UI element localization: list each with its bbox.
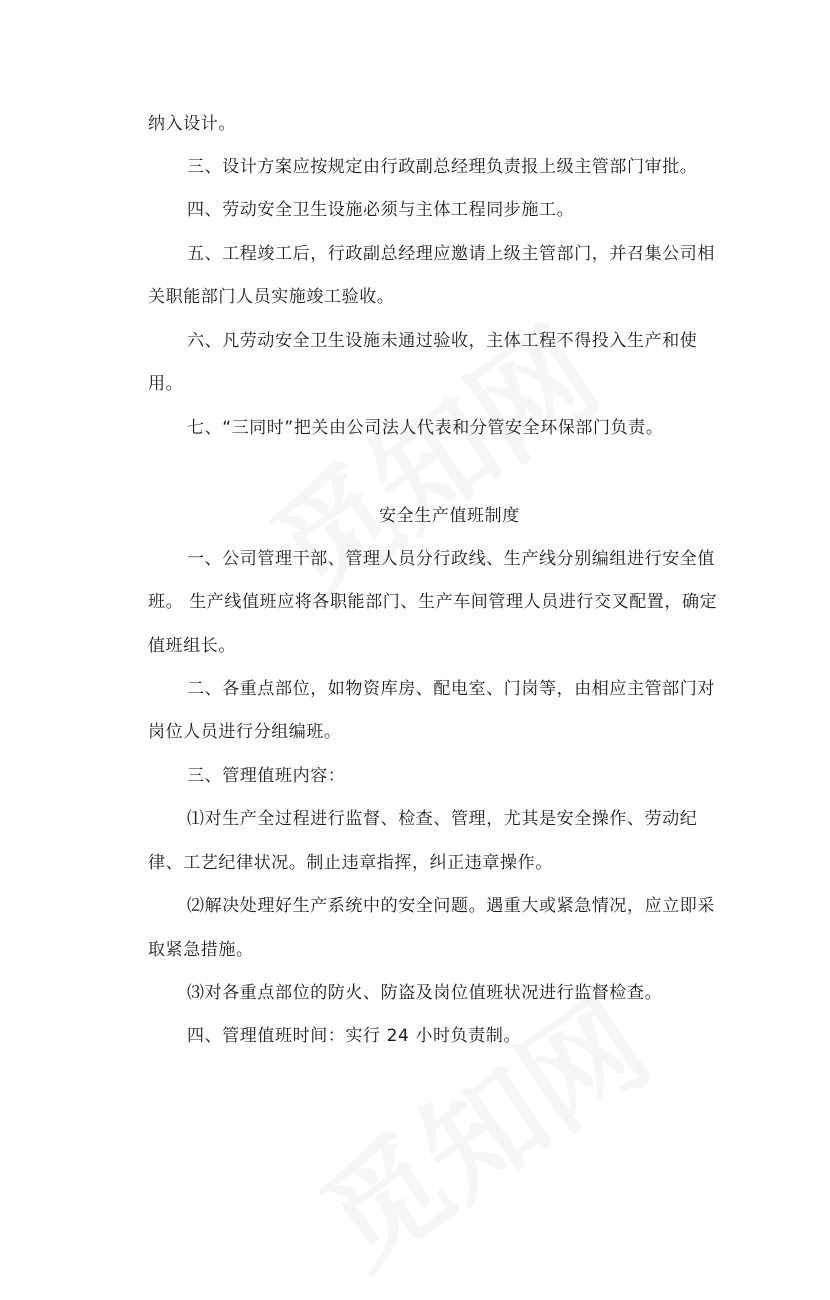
paragraph-line: 取紧急措施。 <box>148 940 254 960</box>
paragraph-line: ⑴对生产全过程进行监督、检查、管理，尤其是安全操作、劳动纪 <box>187 809 698 829</box>
paragraph-line: 值班组长。 <box>148 636 236 656</box>
paragraph-line: 六、凡劳动安全卫生设施未通过验收，主体工程不得投入生产和使 <box>187 331 698 351</box>
paragraph-line: 律、工艺纪律状况。制止违章指挥，纠正违章操作。 <box>148 853 553 873</box>
paragraph-line: 班。 生产线值班应将各职能部门、生产车间管理人员进行交叉配置，确定 <box>148 592 718 612</box>
paragraph-line: 四、管理值班时间：实行 24 小时负责制。 <box>187 1026 522 1046</box>
paragraph-line: 用。 <box>148 374 184 394</box>
section-title: 安全生产值班制度 <box>379 506 520 526</box>
paragraph-line: 二、各重点部位，如物资库房、配电室、门岗等，由相应主管部门对 <box>187 679 715 699</box>
paragraph-line: ⑶对各重点部位的防火、防盗及岗位值班状况进行监督检查。 <box>187 983 663 1003</box>
watermark-lower <box>283 952 677 1299</box>
paragraph-line: 三、管理值班内容： <box>187 766 346 786</box>
paragraph-line: 七、“三同时”把关由公司法人代表和分管安全环保部门负责。 <box>187 418 664 438</box>
paragraph-line: 一、公司管理干部、管理人员分行政线、生产线分别编组进行安全值 <box>187 549 715 569</box>
paragraph-line: 四、劳动安全卫生设施必须与主体工程同步施工。 <box>187 200 575 220</box>
paragraph-line: 岗位人员进行分组编班。 <box>148 722 342 742</box>
paragraph-line: 纳入设计。 <box>148 114 236 134</box>
paragraph-line: 关职能部门人员实施竣工验收。 <box>148 287 395 307</box>
paragraph-line: 五、工程竣工后，行政副总经理应邀请上级主管部门，并召集公司相 <box>187 244 715 264</box>
paragraph-line: ⑵解决处理好生产系统中的安全问题。遇重大或紧急情况，应立即采 <box>187 896 715 916</box>
paragraph-line: 三、设计方案应按规定由行政副总经理负责报上级主管部门审批。 <box>187 157 698 177</box>
